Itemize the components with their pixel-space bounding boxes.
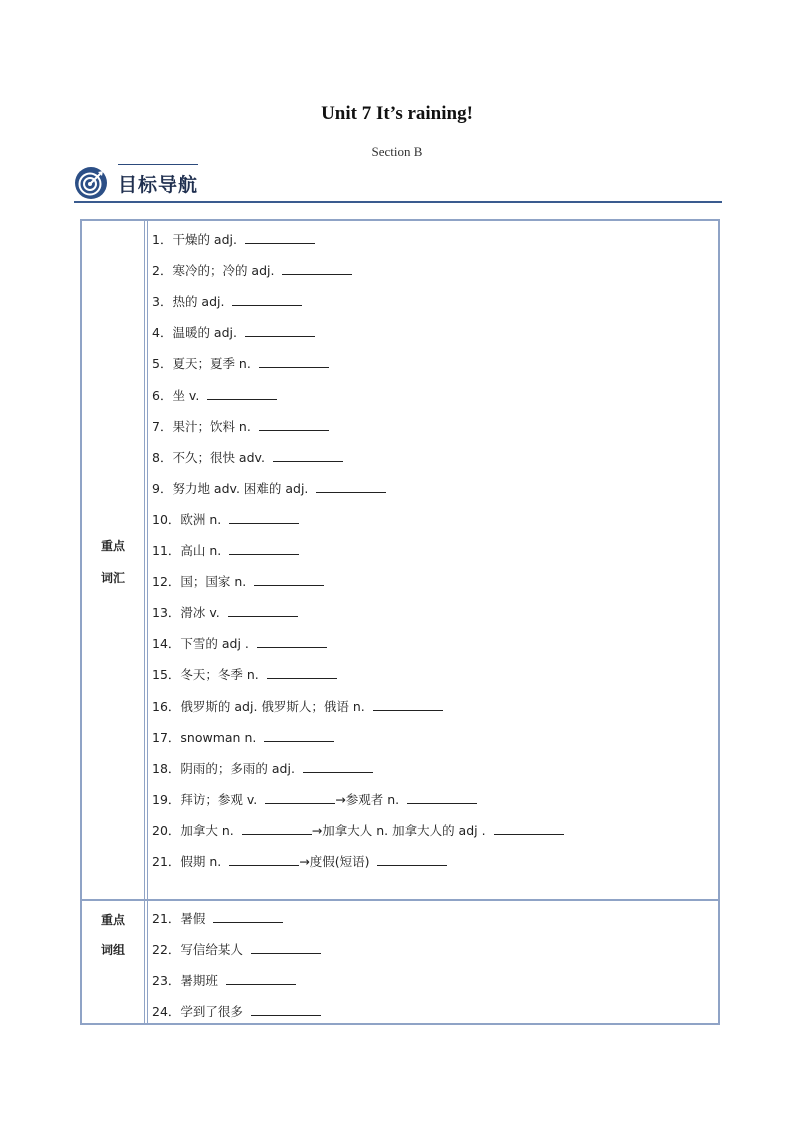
item-text: 12．国；国家 n. <box>152 574 251 590</box>
phrase-item <box>152 971 296 991</box>
item-text: 3．热的 adj. <box>152 294 229 310</box>
key-vocabulary-row <box>82 221 718 899</box>
item-text: 6．坐 v. <box>152 387 204 403</box>
answer-blank[interactable] <box>259 354 329 368</box>
section-subtitle: Section B <box>371 144 423 159</box>
answer-blank[interactable] <box>251 1002 321 1016</box>
page-title: Unit 7 It’s raining! <box>321 103 473 124</box>
vocabulary-item <box>152 634 327 654</box>
vocabulary-item <box>152 354 329 374</box>
phrase-item <box>152 1002 321 1022</box>
answer-blank[interactable] <box>264 728 334 742</box>
label-line: 词汇 <box>100 571 125 585</box>
answer-blank[interactable] <box>228 603 298 617</box>
cell-divider <box>147 221 148 899</box>
vocabulary-item <box>152 230 315 250</box>
item-text: 5．夏天；夏季 n. <box>152 356 255 372</box>
item-text: 22．写信给某人 <box>152 942 247 957</box>
answer-blank[interactable] <box>377 852 447 866</box>
item-text: →度假(短语) <box>299 854 374 869</box>
vocabulary-item <box>152 386 277 406</box>
vocabulary-item <box>152 790 477 810</box>
item-text: 8．不久；很快 adv. <box>152 449 269 465</box>
vocabulary-item <box>152 448 343 468</box>
vocabulary-item <box>152 603 298 623</box>
item-text: 23．暑期班 <box>152 973 222 988</box>
vocabulary-item <box>152 572 324 592</box>
answer-blank[interactable] <box>303 759 373 773</box>
answer-blank[interactable] <box>245 323 315 337</box>
answer-blank[interactable] <box>251 940 321 954</box>
vocabulary-item <box>152 665 337 685</box>
vocabulary-item <box>152 728 334 748</box>
vocabulary-item <box>152 292 302 312</box>
label-line: 重点 <box>100 913 125 927</box>
label-cell-vocabulary <box>82 221 145 899</box>
item-text: 21．暑假 <box>152 911 210 926</box>
vocabulary-item <box>152 261 352 281</box>
answer-blank[interactable] <box>232 292 302 306</box>
vocabulary-item <box>152 697 443 717</box>
item-text: 1．干燥的 adj. <box>152 232 241 247</box>
phrase-item <box>152 940 321 960</box>
vocabulary-item <box>152 541 299 561</box>
answer-blank[interactable] <box>213 909 283 923</box>
answer-blank[interactable] <box>229 510 299 524</box>
nav-header <box>74 160 722 206</box>
item-text: 10．欧洲 n. <box>152 511 226 527</box>
answer-blank[interactable] <box>254 572 324 586</box>
phrases-list <box>152 901 712 1025</box>
vocab-table <box>80 219 720 1025</box>
item-text: 4．温暖的 adj. <box>152 325 241 341</box>
vocabulary-item <box>152 759 373 779</box>
label-line: 重点 <box>100 539 125 553</box>
phrase-item <box>152 909 283 929</box>
item-text: 24．学到了很多 <box>152 1004 247 1019</box>
answer-blank[interactable] <box>226 971 296 985</box>
item-text: 20．加拿大 n. <box>152 822 238 838</box>
cell-divider <box>147 901 148 1025</box>
answer-blank[interactable] <box>265 790 335 804</box>
item-text: 16．俄罗斯的 adj. 俄罗斯人；俄语 n. <box>152 698 369 714</box>
answer-blank[interactable] <box>229 852 299 866</box>
answer-blank[interactable] <box>407 790 477 804</box>
answer-blank[interactable] <box>494 821 564 835</box>
key-phrases-row <box>82 899 718 1025</box>
answer-blank[interactable] <box>229 541 299 555</box>
answer-blank[interactable] <box>245 230 315 244</box>
item-text: 7．果汁；饮料 n. <box>152 418 255 434</box>
item-text: →加拿大人 n. 加拿大人的 adj . <box>311 822 490 838</box>
item-text: 2．寒冷的；冷的 adj. <box>152 263 279 279</box>
answer-blank[interactable] <box>373 697 443 711</box>
answer-blank[interactable] <box>207 386 277 400</box>
label-line: 词组 <box>100 943 125 957</box>
header-divider <box>74 201 722 203</box>
item-text: 9．努力地 adv. 困难的 adj. <box>152 480 313 496</box>
vocabulary-item <box>152 417 329 437</box>
answer-blank[interactable] <box>242 821 312 835</box>
item-text: 21．假期 n. <box>152 854 226 869</box>
target-icon <box>74 166 108 200</box>
answer-blank[interactable] <box>282 261 352 275</box>
vocabulary-item <box>152 510 299 530</box>
item-text: 15．冬天；冬季 n. <box>152 667 263 683</box>
answer-blank[interactable] <box>316 479 386 493</box>
answer-blank[interactable] <box>259 417 329 431</box>
item-text: 17．snowman n. <box>152 729 261 745</box>
vocabulary-item <box>152 479 386 499</box>
item-text: →参观者 n. <box>335 791 404 807</box>
answer-blank[interactable] <box>273 448 343 462</box>
item-text: 11．高山 n. <box>152 543 226 558</box>
vocabulary-item <box>152 852 447 872</box>
header-short-line <box>118 164 198 165</box>
vocabulary-item <box>152 821 564 841</box>
answer-blank[interactable] <box>257 634 327 648</box>
nav-title: 目标导航 <box>118 174 199 196</box>
item-text: 19．拜访；参观 v. <box>152 791 262 807</box>
item-text: 18．阴雨的；多雨的 adj. <box>152 760 299 776</box>
answer-blank[interactable] <box>267 665 337 679</box>
item-text: 13．滑冰 v. <box>152 605 224 621</box>
vocabulary-item <box>152 323 315 343</box>
item-text: 14．下雪的 adj . <box>152 636 253 652</box>
label-cell-phrases <box>82 901 145 1025</box>
vocabulary-list <box>152 221 712 899</box>
